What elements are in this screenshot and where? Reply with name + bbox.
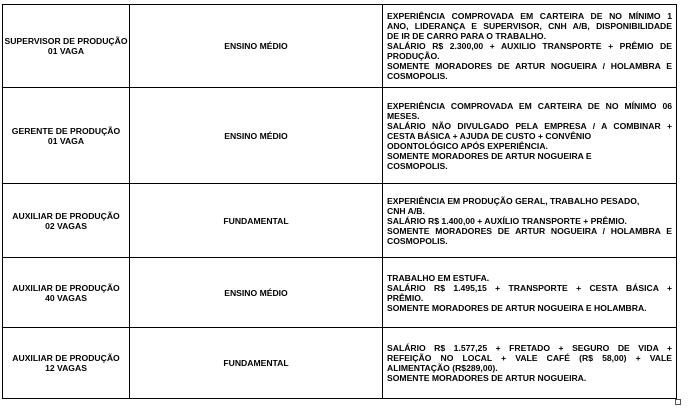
vacancy-count: 40 VAGAS [45,292,87,303]
requirements-cell [383,258,677,328]
education-cell: ENSINO MÉDIO [130,88,383,184]
requirement-line: MESES. [387,110,420,121]
requirement-line: SALÁRIO R$ 1.400,00 + AUXÍLIO TRANSPORTE + PRÊMIO. [387,215,627,226]
table-resize-handle[interactable] [675,399,681,405]
vacancy-count: 12 VAGAS [45,363,87,373]
requirement-line: COSMOPOLIS. [387,160,448,171]
requirement-line: SALÁRIO R$ 1.495,15 + TRANSPORTE + CESTA BÁSICA + [387,282,672,293]
requirement-line: SOMENTE MORADORES DE ARTUR NOGUEIRA / HOLAMBRA E [387,225,672,236]
requirement-line: ALIMENTAÇÃO (R$289,00). [387,363,498,373]
requirement-line: SOMENTE MORADORES DE ARTUR NOGUEIRA. [387,373,587,383]
vacancy-count: 01 VAGA [47,135,85,146]
requirement-line: SOMENTE MORADORES DE ARTUR NOGUEIRA E HOLAMBRA. [387,302,647,313]
requirement-line: COSMOPOLIS. [387,71,448,81]
requirement-line: CESTA BÁSICA + AJUDA DE CUSTO + CONVÊNIO [387,130,592,141]
role-cell [3,88,130,184]
education-cell: ENSINO MÉDIO [130,258,383,328]
requirement-line: DE IR DE CARRO PARA O TRABALHO. [387,31,546,41]
role-cell [3,5,130,88]
requirements-cell [383,5,677,88]
requirement-line: COSMOPOLIS. [387,235,448,246]
role-cell [3,328,130,399]
role-cell [3,184,130,258]
requirement-line: EXPERIÊNCIA EM PRODUÇÃO GERAL, TRABALHO PESADO, [387,195,640,206]
requirement-line: SOMENTE MORADORES DE ARTUR NOGUEIRA / HOLAMBRA E [387,61,672,71]
table-row [3,5,677,88]
requirement-line: TRABALHO EM ESTUFA. [387,272,490,283]
role-title: AUXILIAR DE PRODUÇÃO [12,353,120,363]
role-cell [3,258,130,328]
role-title: AUXILIAR DE PRODUÇÃO [12,282,120,293]
education-cell: FUNDAMENTAL [130,184,383,258]
requirement-line: SALÁRIO NÃO DIVULGADO PELA EMPRESA / A COMBINAR + [387,120,672,131]
requirement-line: ANO, LIDERANÇA E SUPERVISOR, CNH A/B, DISPONIBILIDADE [387,21,672,31]
table-row [3,88,677,184]
education-cell: FUNDAMENTAL [130,328,383,399]
requirement-line: PRÊMIO. [387,292,424,303]
education-cell: ENSINO MÉDIO [130,5,383,88]
role-title: GERENTE DE PRODUÇÃO [11,125,121,136]
requirement-line: CNH A/B. [387,205,425,216]
vacancy-count: 01 VAGA [47,46,85,56]
requirement-line: SOMENTE MORADORES DE ARTUR NOGUEIRA E [387,150,592,161]
table-row [3,184,677,258]
requirements-cell [383,328,677,399]
table-row [3,258,677,328]
role-title: SUPERVISOR DE PRODUÇÃO [4,36,128,46]
requirements-cell [383,184,677,258]
requirement-line: PRODUÇÃO. [387,51,440,61]
role-title: AUXILIAR DE PRODUÇÃO [12,210,120,221]
vacancy-count: 02 VAGAS [45,220,87,231]
requirement-line: EXPERIÊNCIA COMPROVADA EM CARTEIRA DE NO MÍNIMO 1 [387,11,672,21]
requirement-line: REFEIÇÃO NO LOCAL + VALE CAFÉ (R$ 58,00) + VALE [387,353,672,363]
table-row [3,328,677,399]
requirement-line: ODONTOLÓGICO APÓS EXPERIÊNCIA. [387,140,548,151]
job-openings-table [2,4,677,399]
requirement-line: SALÁRIO R$ 2.300,00 + AUXILIO TRANSPORTE + PRÊMIO DE [387,41,672,51]
requirement-line: EXPERIÊNCIA COMPROVADA EM CARTEIRA DE NO MÍNIMO 06 [387,100,672,111]
requirements-cell [383,88,677,184]
requirement-line: SALÁRIO R$ 1.577,25 + FRETADO + SEGURO DE VIDA + [387,343,672,353]
